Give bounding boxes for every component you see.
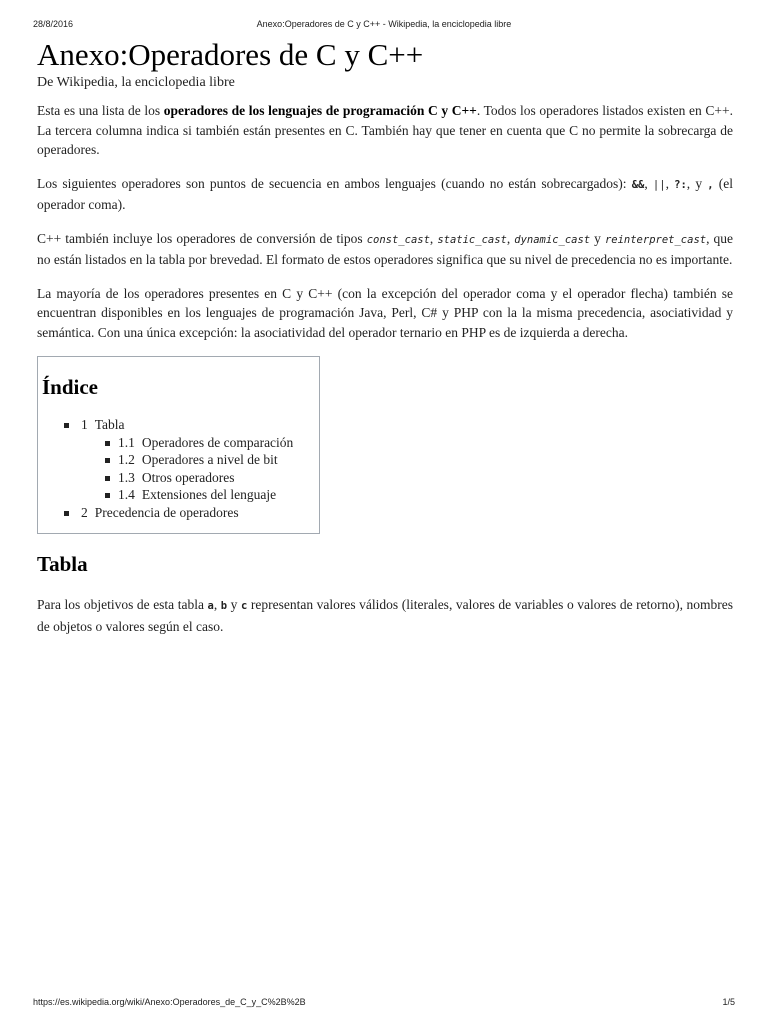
p3-text-a: C++ también incluye los operadores de conversión de tipos	[37, 230, 367, 246]
toc-number: 1.4	[118, 487, 135, 502]
toc-subitem-bit[interactable]	[118, 451, 316, 469]
toc-label[interactable]: Tabla	[94, 417, 125, 432]
tabla-sep-2: y	[227, 597, 241, 612]
page-title: Anexo:Operadores de C y C++	[37, 37, 424, 72]
toc-number: 2	[81, 504, 88, 520]
print-date: 28/8/2016	[33, 19, 74, 29]
toc-label[interactable]: Operadores de comparación	[141, 434, 294, 450]
toc-title: Índice	[42, 375, 99, 399]
intro-paragraph-3	[37, 229, 733, 270]
p2-sep-2: ,	[665, 175, 675, 191]
p3-sep-1: ,	[429, 230, 438, 246]
intro-paragraph-2	[37, 174, 733, 215]
toc-label[interactable]: Otros operadores	[141, 469, 235, 485]
p3-sep-3: y	[590, 230, 605, 246]
p1-text-b: . Todos los operadores listados existen en C++. La tercera columna indica si también están presentes en C. También hay que tener en cuenta que C no permite la sobrecarga de operadores.	[37, 103, 733, 157]
var-c: c	[240, 600, 248, 612]
toc-subitem-extensiones[interactable]	[118, 486, 316, 504]
toc-label[interactable]: Precedencia de operadores	[94, 504, 239, 520]
toc-list	[42, 416, 316, 521]
p3-text-b: , que no están listados en la tabla por brevedad. El formato de estos operadores significa que su nivel de precedencia no es importante.	[37, 230, 733, 267]
var-b: b	[220, 600, 228, 612]
bullet-icon	[64, 511, 69, 516]
p2-sep-3: , y	[686, 175, 708, 191]
toc-sublist	[118, 434, 316, 504]
bullet-icon	[105, 441, 110, 446]
p1-text-a: Esta es una lista de los	[37, 103, 164, 118]
toc-item-precedencia[interactable]	[42, 504, 316, 522]
toc-number: 1	[81, 417, 88, 432]
intro-paragraph-1	[37, 101, 733, 160]
print-url: https://es.wikipedia.org/wiki/Anexo:Operadores_de_C_y_C%2B%2B	[33, 997, 306, 1007]
cast-dynamic: dynamic_cast	[514, 233, 591, 246]
section-heading-tabla: Tabla	[37, 552, 88, 576]
bullet-icon	[105, 476, 110, 481]
p3-sep-2: ,	[506, 230, 515, 246]
toc-number: 1.3	[118, 469, 135, 485]
print-page-number: 1/5	[722, 997, 735, 1007]
print-footer	[33, 997, 735, 1009]
toc-number: 1.2	[118, 452, 135, 467]
table-of-contents	[37, 356, 320, 534]
operator-comma: ,	[707, 178, 714, 191]
tabla-paragraph	[37, 595, 733, 636]
toc-item-tabla[interactable]	[42, 416, 316, 504]
page-subtitle: De Wikipedia, la enciclopedia libre	[37, 75, 235, 90]
tabla-sep-1: ,	[213, 597, 221, 612]
bullet-icon	[105, 493, 110, 498]
operator-or: ||	[652, 178, 666, 191]
article-content	[37, 36, 733, 650]
toc-label[interactable]: Operadores a nivel de bit	[141, 452, 278, 467]
intro-paragraph-4: La mayoría de los operadores presentes en C y C++ (con la excepción del operador coma y el operador flecha) también se encuentran disponibles en los lenguajes de programación Java, Perl, C# y PHP con la la misma precedencia, asociatividad y semántica. Con una única excepción: la asociatividad del operador ternario en PHP es de izquierda a derecha.	[37, 285, 733, 340]
print-header	[33, 19, 735, 31]
bullet-icon	[64, 423, 69, 428]
var-a: a	[207, 600, 214, 612]
operator-ternary: ?:	[674, 178, 687, 191]
p1-bold-link[interactable]: operadores de los lenguajes de programación C y C++	[163, 103, 477, 118]
bullet-icon	[105, 458, 110, 463]
p2-text-a: Los siguientes operadores son puntos de secuencia en ambos lenguajes (cuando no están sobrecargados):	[37, 175, 632, 191]
tabla-text-b: representan valores válidos (literales, valores de variables o valores de retorno), nombres de objetos o valores según el caso.	[37, 597, 734, 634]
cast-reinterpret: reinterpret_cast	[604, 233, 707, 246]
cast-const: const_cast	[366, 233, 430, 246]
toc-number: 1.1	[118, 434, 135, 450]
toc-subitem-comparacion[interactable]	[118, 434, 316, 452]
tabla-text-a: Para los objetivos de esta tabla	[37, 597, 208, 612]
print-page-title: Anexo:Operadores de C y C++ - Wikipedia, la enciclopedia libre	[256, 19, 512, 29]
p2-text-b: (el operador coma).	[37, 175, 733, 212]
p2-sep-1: ,	[644, 175, 653, 191]
toc-label[interactable]: Extensiones del lenguaje	[141, 487, 277, 502]
operator-and: &&	[631, 178, 645, 191]
cast-static: static_cast	[437, 233, 507, 246]
toc-subitem-otros[interactable]	[118, 469, 316, 487]
